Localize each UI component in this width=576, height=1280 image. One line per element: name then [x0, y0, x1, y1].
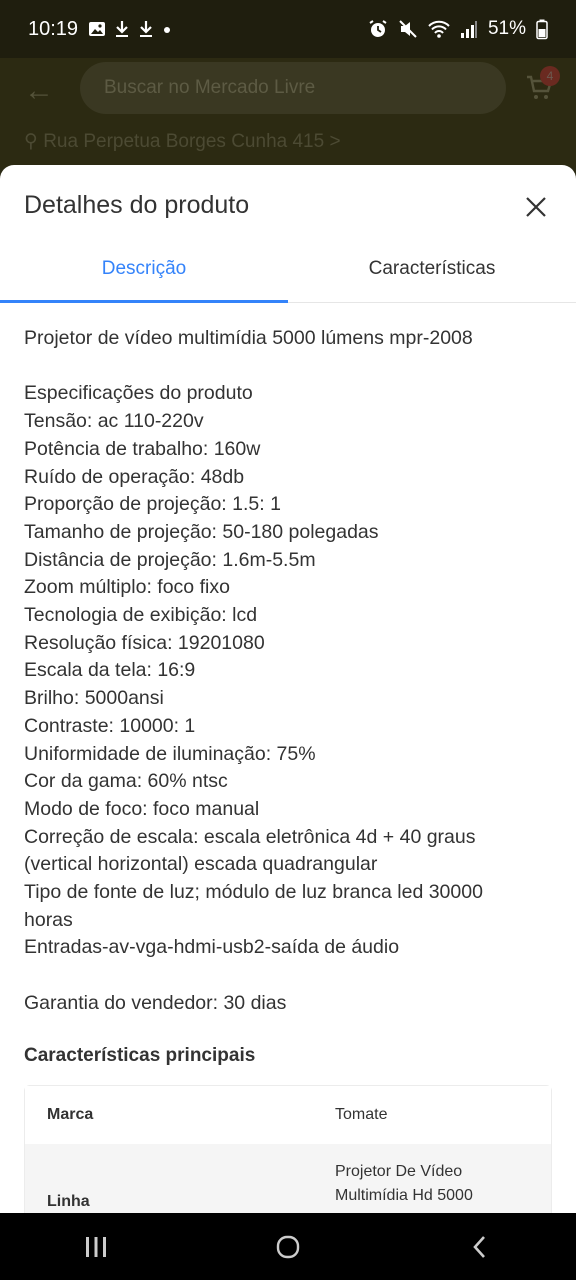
spec-line: Tensão: ac 110-220v: [24, 410, 204, 433]
tab-indicator: [0, 300, 288, 303]
battery-icon: [536, 19, 548, 39]
feature-value-line: Projetor De Vídeo: [335, 1163, 463, 1181]
download-icon: [138, 20, 154, 38]
spec-line: Tamanho de projeção: 50-180 polegadas: [24, 520, 379, 543]
spec-line: Tecnologia de exibição: lcd: [24, 604, 258, 627]
warranty-text: Garantia do vendedor: 30 dias: [24, 991, 287, 1014]
spec-line: Distância de projeção: 1.6m-5.5m: [24, 548, 316, 571]
spec-line: Proporção de projeção: 1.5: 1: [24, 493, 281, 516]
sheet-header: [0, 165, 576, 249]
spec-line: Brilho: 5000ansi: [24, 687, 164, 710]
spec-line: Resolução física: 19201080: [24, 631, 265, 654]
search-bar: [80, 62, 506, 114]
status-left: [28, 18, 172, 41]
status-right: [368, 18, 548, 40]
close-icon: [524, 195, 548, 219]
tab-caracteristicas[interactable]: Características: [368, 258, 496, 279]
back-button[interactable]: [440, 1222, 520, 1272]
home-icon: [275, 1234, 301, 1260]
back-arrow-icon: ←: [24, 74, 54, 107]
main-features-title: Características principais: [24, 1044, 256, 1066]
home-button[interactable]: [248, 1222, 328, 1272]
wifi-icon: [428, 19, 450, 39]
delivery-address: ⚲ Rua Perpetua Borges Cunha 415 >: [24, 131, 341, 152]
spec-line-inputs: Entradas-av-vga-hdmi-usb2-saída de áudio: [24, 936, 400, 959]
feature-key: Marca: [47, 1106, 94, 1124]
feature-value-line: Multimídia Hd 5000: [335, 1187, 473, 1205]
spec-line: Zoom múltiplo: foco fixo: [24, 576, 230, 599]
recents-button[interactable]: [56, 1222, 136, 1272]
spec-heading: Especificações do produto: [24, 382, 253, 405]
signal-icon: [460, 19, 478, 39]
status-bar: [0, 0, 576, 58]
search-placeholder: Buscar no Mercado Livre: [104, 77, 316, 98]
background-app-bar: [0, 58, 576, 168]
status-icons-left: [88, 20, 172, 38]
back-icon: [470, 1234, 490, 1260]
gallery-icon: [88, 20, 106, 38]
navigation-bar: [0, 1213, 576, 1280]
recents-icon: [83, 1235, 109, 1259]
battery-percent: 51%: [487, 18, 526, 39]
download-icon: [114, 20, 130, 38]
spec-line: Modo de foco: foco manual: [24, 797, 260, 820]
dot-icon: [162, 20, 172, 38]
delivery-address-text: Rua Perpetua Borges Cunha 415 >: [43, 131, 341, 152]
spec-line: Uniformidade de iluminação: 75%: [24, 742, 316, 765]
product-details-sheet: [0, 165, 576, 1213]
spec-line: Escala da tela: 16:9: [24, 659, 196, 682]
alarm-icon: [368, 19, 388, 39]
cart-badge: 4: [540, 66, 560, 86]
sheet-title: Detalhes do produto: [24, 191, 250, 219]
spec-line-correction-cont: (vertical horizontal) escada quadrangular: [24, 853, 378, 876]
spec-line-light-source: Tipo de fonte de luz; módulo de luz branca led 30000: [24, 881, 483, 904]
tabs: [0, 249, 576, 303]
status-time: 10:19: [28, 17, 79, 40]
spec-line-light-source-cont: horas: [24, 908, 73, 931]
tab-descricao[interactable]: Descrição: [101, 258, 187, 279]
close-button[interactable]: [516, 187, 556, 227]
description-content: [0, 303, 576, 1267]
mute-icon: [398, 19, 418, 39]
spec-line: Cor da gama: 60% ntsc: [24, 770, 228, 793]
spec-line: Contraste: 10000: 1: [24, 714, 196, 737]
spec-line: Potência de trabalho: 160w: [24, 437, 261, 460]
feature-key: Linha: [47, 1193, 90, 1211]
table-row: [25, 1086, 551, 1144]
feature-value: Tomate: [335, 1106, 388, 1124]
description-intro: Projetor de vídeo multimídia 5000 lúmens mpr-2008: [24, 327, 473, 349]
spec-line-correction: Correção de escala: escala eletrônica 4d + 40 graus: [24, 825, 476, 848]
spec-line: Ruído de operação: 48db: [24, 465, 245, 488]
